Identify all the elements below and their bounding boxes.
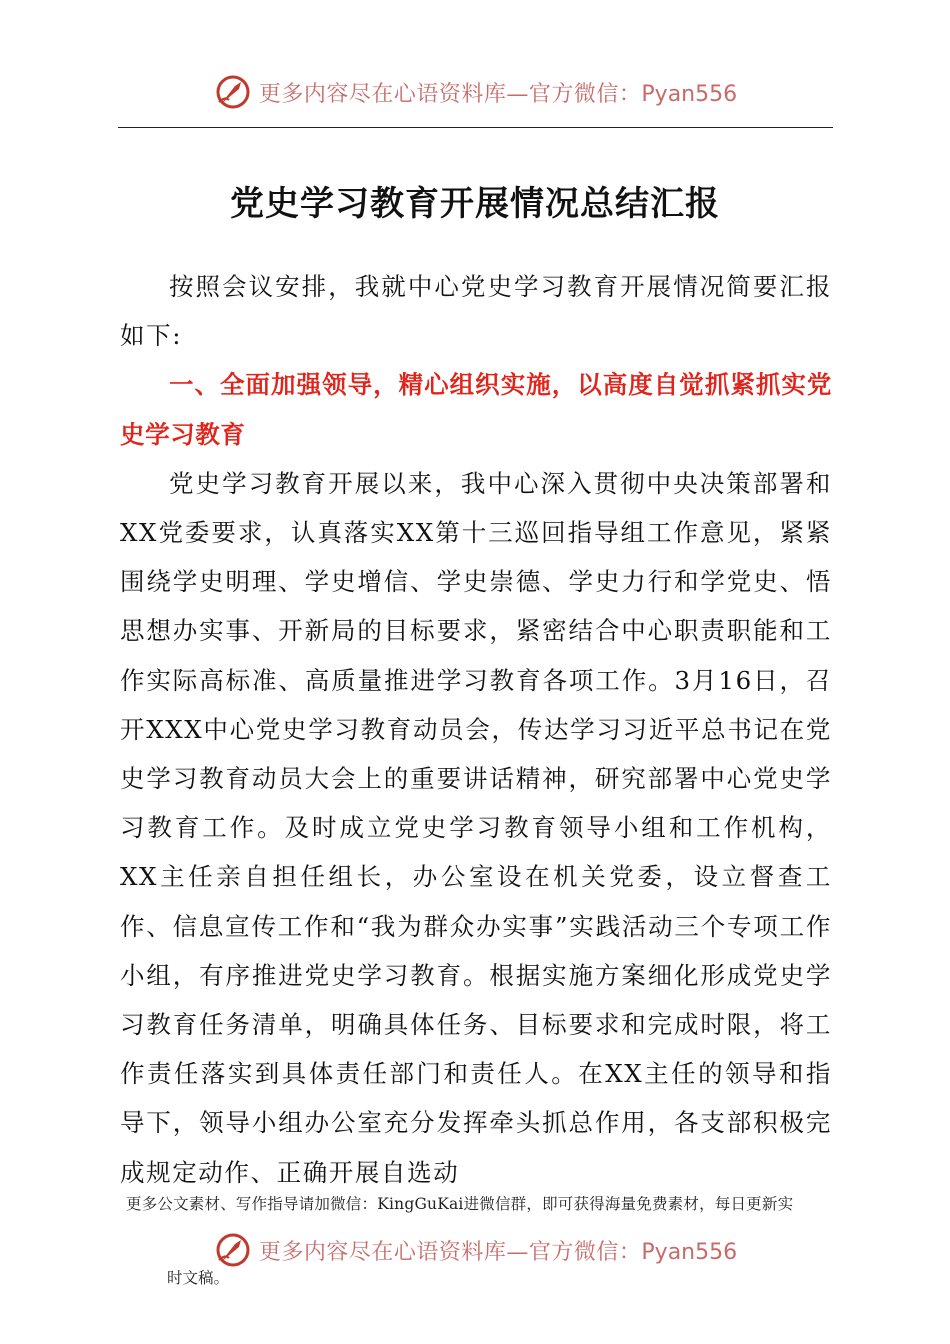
pen-nib-logo-icon bbox=[213, 1230, 253, 1270]
header-banner bbox=[0, 70, 950, 114]
banner-main-text: 更多内容尽在心语资料库—官方微信： bbox=[258, 1239, 642, 1265]
section-heading: 一、全面加强领导，精心组织实施，以高度自觉抓紧抓实党史学习教育 bbox=[120, 370, 832, 449]
banner-text bbox=[259, 77, 737, 108]
banner-contact: Pyan556 bbox=[641, 81, 738, 107]
footer-banner bbox=[0, 1228, 950, 1272]
banner-text bbox=[259, 1235, 737, 1266]
body-paragraph: 党史学习教育开展以来，我中心深入贯彻中央决策部署和XX党委要求，认真落实XX第十三巡回指导组工作意见，紧紧围绕学史明理、学史增信、学史崇德、学史力行和学党史、悟思想办实事、开新局的目标要求，紧密结合中心职责职能和工作实际高标准、高质量推进学习教育各项工作。3月16日，召开XXX中心党史学习教育动员会，传达学习习近平总书记在党史学习教育动员大会上的重要讲话精神，研究部署中心党史学习教育工作。及时成立党史学习教育领导小组和工作机构，XX主任亲自担任组长，办公室设在机关党委，设立督查工作、信息宣传工作和“我为群众办实事”实践活动三个专项工作小组，有序推进党史学习教育。根据实施方案细化形成党史学习教育任务清单，明确具体任务、目标要求和完成时限，将工作责任落实到具体责任部门和责任人。在XX主任的领导和指导下，领导小组办公室充分发挥牵头抓总作用，各支部积极完成规定动作、正确开展自选动 bbox=[120, 468, 832, 1187]
banner-main-text: 更多内容尽在心语资料库—官方微信： bbox=[258, 81, 642, 107]
intro-paragraph: 按照会议安排，我就中心党史学习教育开展情况简要汇报如下: bbox=[120, 272, 832, 351]
header-divider bbox=[118, 127, 833, 128]
footer-note: 更多公文素材、写作指导请加微信：KingGuKai进微信群，即可获得海量免费素材，每日更新实 bbox=[126, 1195, 794, 1213]
footer-note-continued: 时文稿。 bbox=[167, 1269, 230, 1287]
document-title: 党史学习教育开展情况总结汇报 bbox=[230, 184, 720, 224]
banner-contact: Pyan556 bbox=[641, 1239, 738, 1265]
document-body bbox=[120, 262, 832, 1197]
pen-nib-logo-icon bbox=[213, 72, 253, 112]
